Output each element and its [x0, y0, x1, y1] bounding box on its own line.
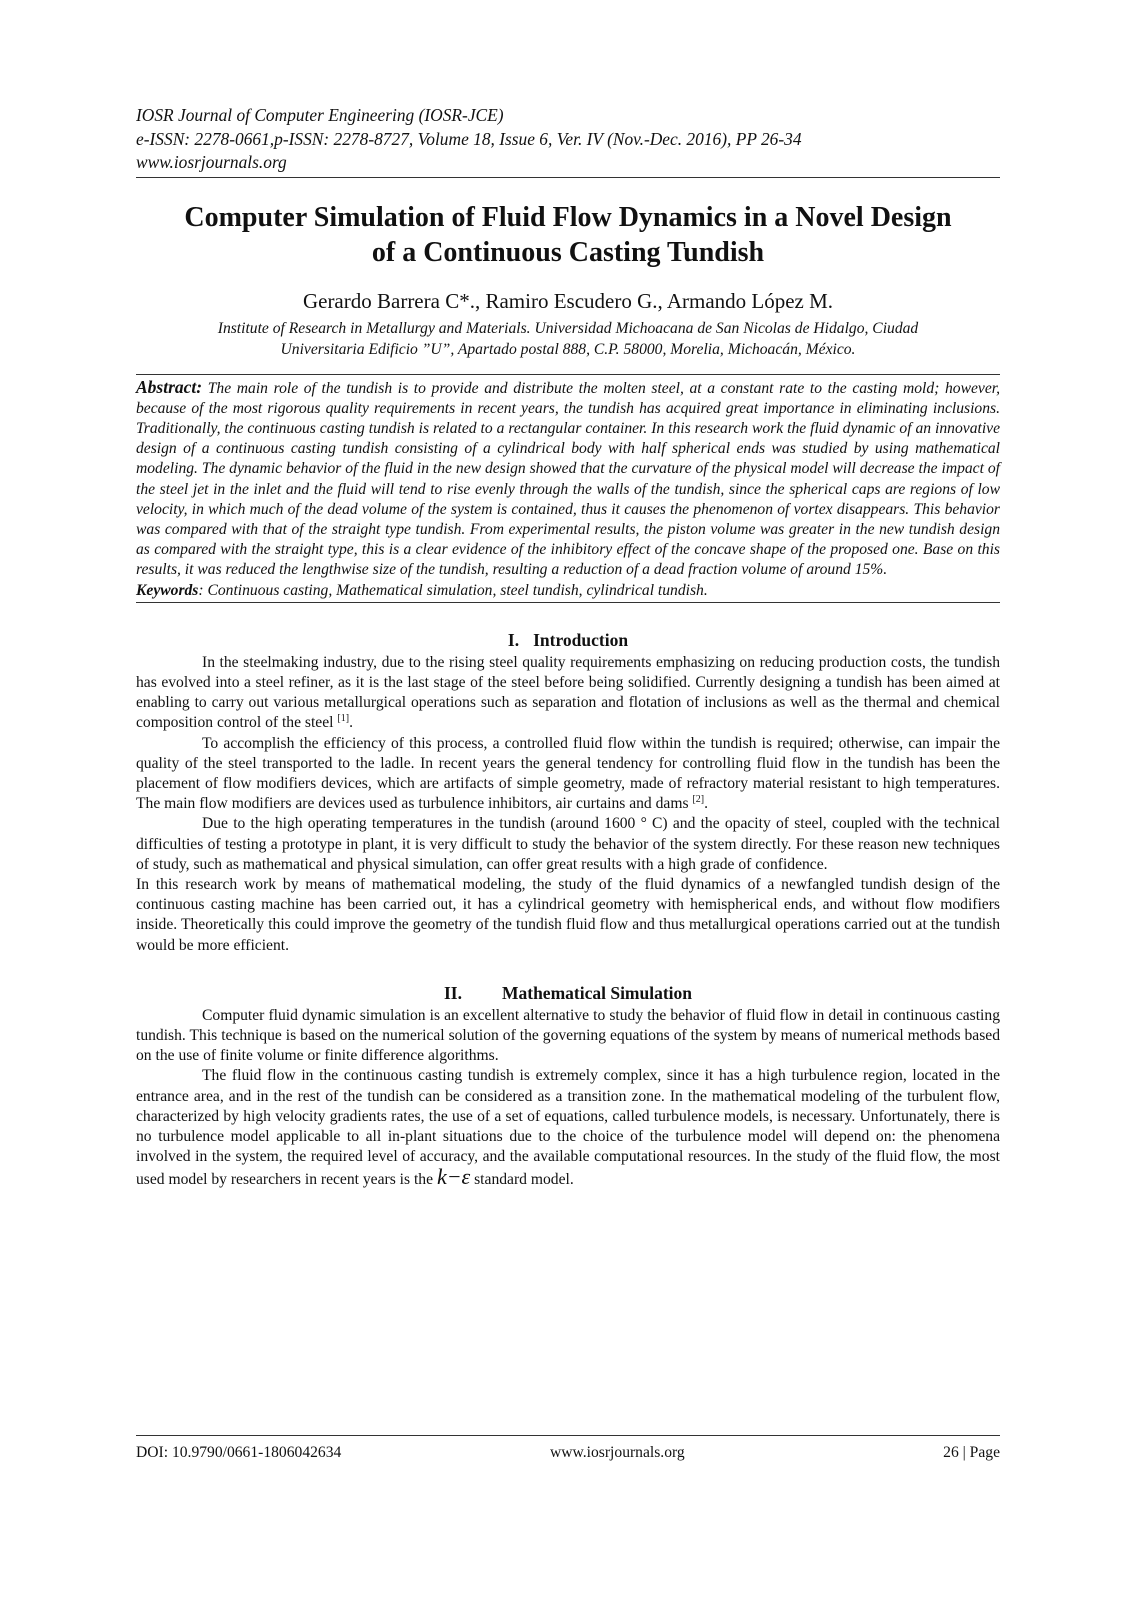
- simulation-paragraph-1: Computer fluid dynamic simulation is an excellent alternative to study the behavior of fluid flow in detail in continuous casting tundish. This technique is based on the numerical solution of the governing equations of the system by means of numerical methods based on the use of finite volume or finite difference algorithms.: [136, 1006, 1000, 1065]
- k-epsilon-math: k−ε: [436, 1164, 471, 1190]
- affiliation: [136, 318, 1000, 360]
- paper-title: [136, 200, 1000, 270]
- page-footer: [136, 1435, 1000, 1461]
- footer-website: www.iosrjournals.org: [550, 1444, 685, 1461]
- abstract-label: Abstract:: [136, 376, 203, 397]
- intro-paragraph-1: In the steelmaking industry, due to the rising steel quality requirements emphasizing on reducing production costs, the tundish has evolved into a steel refiner, as it is the last stage of the steel before being solidified. Currently designing a tundish has been aimed at enabling to carry out various metallurgical operations such as separation and flotation of inclusions as well as the thermal and chemical composition control of the steel [1].: [136, 653, 1000, 732]
- keywords-text: : Continuous casting, Mathematical simulation, steel tundish, cylindrical tundish.: [198, 581, 708, 599]
- header-rule: [136, 177, 1000, 178]
- footer-doi: DOI: 10.9790/0661-1806042634: [136, 1444, 342, 1461]
- citation-2: [2]: [692, 793, 705, 805]
- footer-page-number: 26 | Page: [943, 1444, 1000, 1461]
- journal-issn: e-ISSN: 2278-0661,p-ISSN: 2278-8727, Volume 18, Issue 6, Ver. IV (Nov.-Dec. 2016), PP 26-34: [136, 128, 802, 149]
- title-line-2: of a Continuous Casting Tundish: [371, 236, 765, 268]
- section-number: I.: [507, 629, 520, 650]
- section-title: Introduction: [533, 629, 629, 650]
- intro-paragraph-2: To accomplish the efficiency of this process, a controlled fluid flow within the tundish is required; otherwise, can impair the quality of the steel transported to the ladle. In recent years the general tendency for controlling fluid flow in the tundish has been the placement of flow modifiers devices, which are artifacts of simple geometry, made of refractory material resistant to high temperatures. The main flow modifiers are devices used as turbulence inhibitors, air curtains and dams [2].: [136, 734, 1000, 813]
- section-heading-introduction: [136, 629, 1000, 651]
- abstract: [136, 377, 1000, 581]
- journal-website: www.iosrjournals.org: [136, 152, 287, 172]
- affiliation-line-1: Institute of Research in Metallurgy and Materials. Universidad Michoacana de San Nicolas de Hidalgo, Ciudad: [217, 319, 919, 337]
- intro-paragraph-4: In this research work by means of mathematical modeling, the study of the fluid dynamics of a newfangled tundish design of the continuous casting machine has been carried out, it has a cylindrical geometry with hemispherical ends, and without flow modifiers inside. Theoretically this could improve the geometry of the tundish fluid flow and thus metallurgical operations carried out at the tundish would be more efficient.: [136, 875, 1000, 954]
- journal-name: IOSR Journal of Computer Engineering (IOSR-JCE): [136, 105, 504, 125]
- abstract-top-rule: [136, 374, 1000, 375]
- keywords-label: Keywords: [136, 581, 199, 599]
- authors: Gerardo Barrera C*., Ramiro Escudero G., Armando López M.: [302, 288, 834, 313]
- affiliation-line-2: Universitaria Edificio ”U”, Apartado postal 888, C.P. 58000, Morelia, Michoacán, México.: [280, 340, 856, 358]
- title-line-1: Computer Simulation of Fluid Flow Dynamics in a Novel Design: [184, 201, 952, 233]
- abstract-text: The main role of the tundish is to provide and distribute the molten steel, at a constant rate to the casting mold; however, because of the most rigorous quality requirements in recent years, the tundish has acquired great importance in eliminating inclusions. Traditionally, the continuous casting tundish is related to a rectangular container. In this research work the fluid dynamic of an innovative design of a continuous casting tundish consisting of a cylindrical body with half spherical ends was studied by using mathematical modeling. The dynamic behavior of the fluid in the new design showed that the curvature of the physical model will decrease the impact of the steel jet in the inlet and the fluid will tend to rise evenly through the walls of the tundish, since the spherical caps are regions of low velocity, in which much of the dead volume of the system is contained, thus it causes the phenomenon of vortex disappears. This behavior was compared with that of the straight type tundish. From experimental results, the piston volume was greater in the new tundish design as compared with the straight type, this is a clear evidence of the inhibitory effect of the concave shape of the proposed one. Base on this results, it was reduced the lengthwise size of the tundish, resulting a reduction of a dead fraction volume of around 15%.: [136, 379, 1000, 579]
- section-title: Mathematical Simulation: [501, 982, 693, 1003]
- intro-paragraph-3: Due to the high operating temperatures in the tundish (around 1600 ° C) and the opacity of steel, coupled with the technical difficulties of testing a prototype in plant, it is very difficult to study the behavior of the system directly. For these reason new techniques of study, such as mathematical and physical simulation, can offer great results with a high grade of confidence.: [136, 815, 1000, 873]
- paper-page: [136, 104, 1000, 1488]
- section-number: II.: [443, 982, 462, 1003]
- keywords: [136, 581, 1000, 601]
- citation-1: [1]: [337, 713, 350, 725]
- abstract-bottom-rule: [136, 602, 1000, 603]
- section-heading-mathematical-simulation: [136, 982, 1000, 1004]
- simulation-paragraph-2: The fluid flow in the continuous casting tundish is extremely complex, since it has a high turbulence region, located in the entrance area, and in the rest of the tundish can be considered as a transition zone. In the mathematical modeling of the turbulent flow, characterized by high velocity gradients rates, the use of a set of equations, called turbulence models, is necessary. Unfortunately, there is no turbulence model applicable to all in-plant situations due to the choice of the turbulence model will depend on: the phenomena involved in the system, the required level of accuracy, and the available computational resources. In the study of the fluid flow, the most used model by researchers in recent years is the k−ε standard model.: [136, 1067, 1000, 1190]
- journal-header: [136, 104, 1000, 175]
